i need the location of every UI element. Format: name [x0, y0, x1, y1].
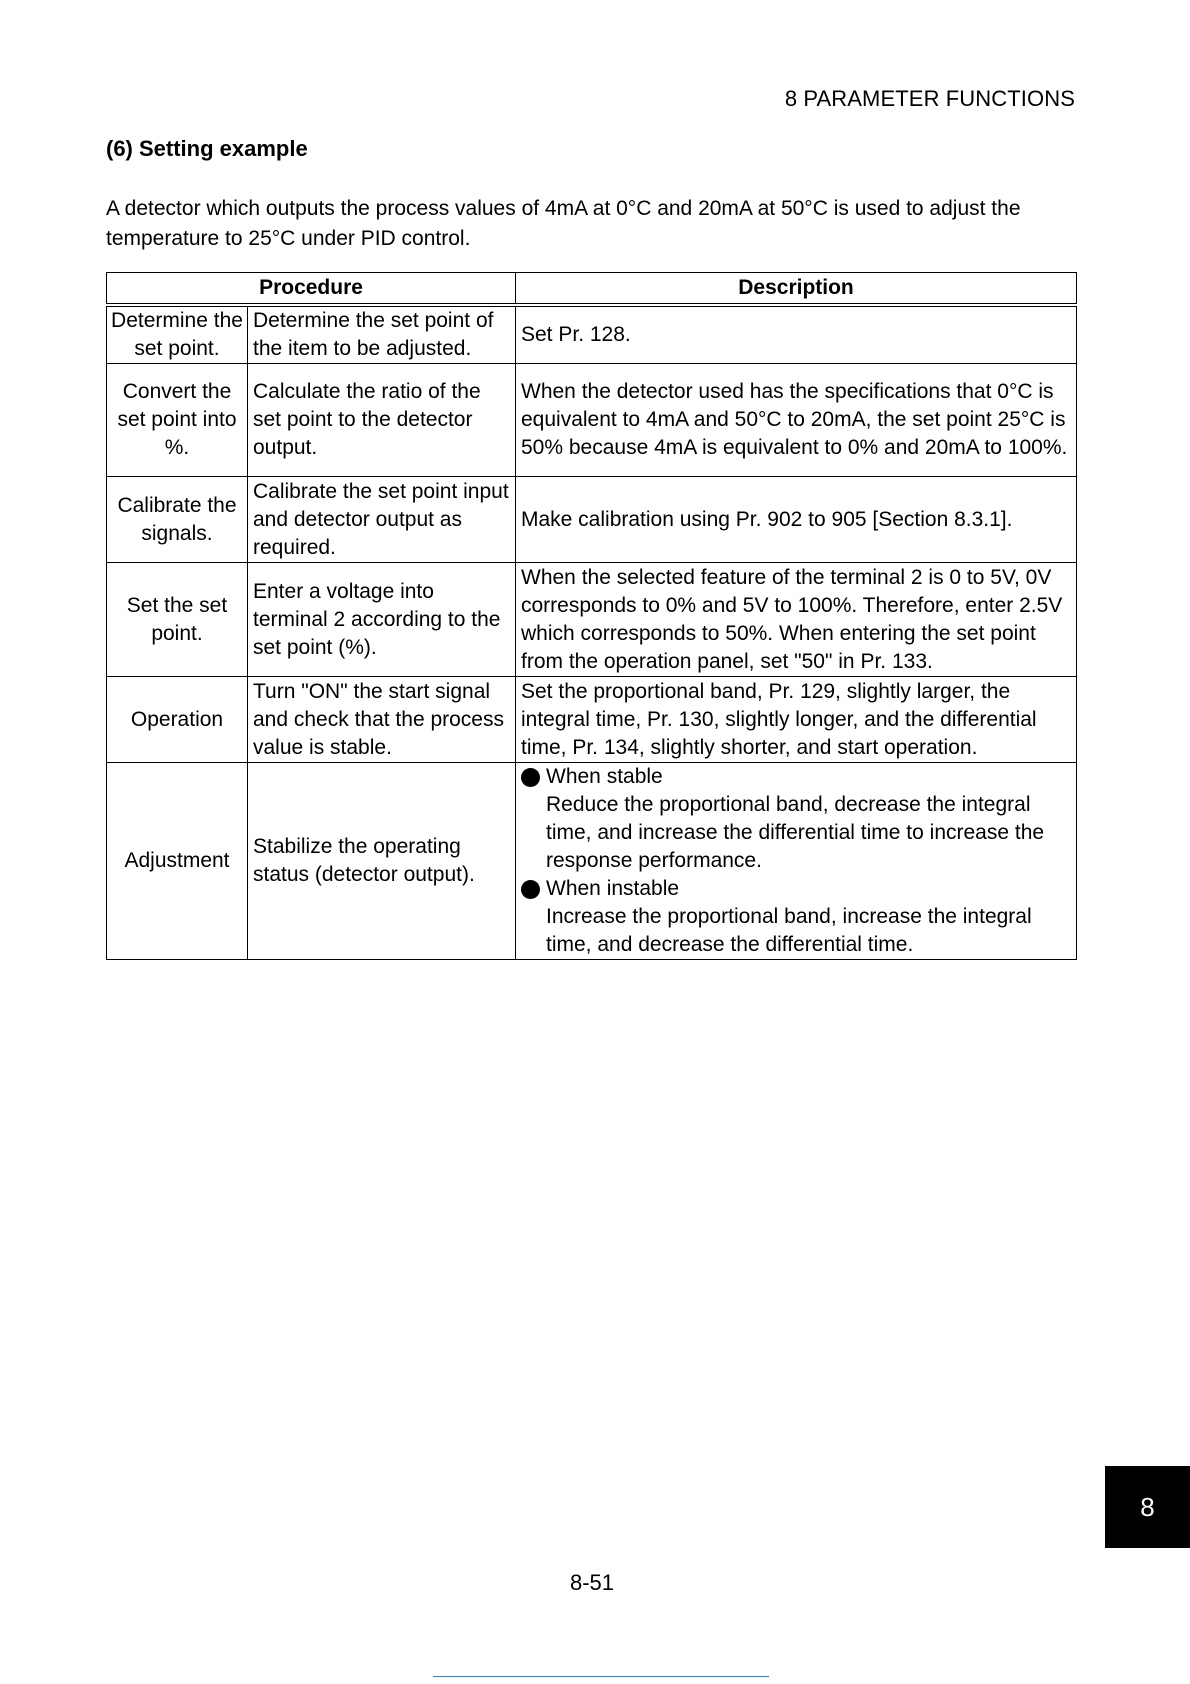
intro-paragraph: A detector which outputs the process values of 4mA at 0°C and 20mA at 50°C is used to adjust the temperature to 25°C under PID control.	[106, 197, 1021, 250]
procedure-table	[106, 272, 1077, 960]
description-cell	[516, 763, 1077, 960]
step-cell: Adjustment	[107, 763, 248, 960]
table-row-adjustment	[107, 763, 1077, 960]
table-row	[107, 563, 1077, 677]
chapter-tab-label: 8	[1140, 1491, 1155, 1522]
instable-text: Increase the proportional band, increase the integral time, and decrease the differential time.	[546, 905, 1032, 956]
description-cell: Make calibration using Pr. 902 to 905 [Section 8.3.1].	[516, 477, 1077, 563]
action-cell: Stabilize the operating status (detector output).	[248, 763, 516, 960]
description-cell: When the selected feature of the terminal 2 is 0 to 5V, 0V corresponds to 0% and 5V to 100%. Therefore, enter 2.5V which corresponds to 50%. When entering the set point from the operation panel, set "50" in Pr. 133.	[516, 563, 1077, 677]
table-row	[107, 677, 1077, 763]
bullet-circle-icon	[521, 768, 540, 787]
chapter-header: 8 PARAMETER FUNCTIONS	[784, 86, 1075, 111]
action-cell: Turn "ON" the start signal and check that the process value is stable.	[248, 677, 516, 763]
section-title: (6) Setting example	[106, 136, 308, 161]
step-cell: Convert the set point into %.	[107, 364, 248, 477]
action-cell: Determine the set point of the item to be adjusted.	[248, 305, 516, 364]
action-cell: Calibrate the set point input and detector output as required.	[248, 477, 516, 563]
step-cell: Operation	[107, 677, 248, 763]
bullet-circle-icon	[521, 880, 540, 899]
description-header: Description	[516, 273, 1077, 306]
description-cell: When the detector used has the specifications that 0°C is equivalent to 4mA and 50°C to 20mA, the set point 25°C is 50% because 4mA is equivalent to 0% and 20mA to 100%.	[516, 364, 1077, 477]
procedure-header: Procedure	[107, 273, 516, 306]
description-cell: Set the proportional band, Pr. 129, slightly larger, the integral time, Pr. 130, slightly longer, and the differential time, Pr. 134, slightly shorter, and start operation.	[516, 677, 1077, 763]
table-header-row	[107, 273, 1077, 306]
page-number: 8-51	[569, 1570, 615, 1595]
step-cell: Set the set point.	[107, 563, 248, 677]
action-cell: Enter a voltage into terminal 2 according to the set point (%).	[248, 563, 516, 677]
stable-heading-line	[521, 763, 1071, 791]
action-cell: Calculate the ratio of the set point to the detector output.	[248, 364, 516, 477]
step-cell: Calibrate the signals.	[107, 477, 248, 563]
step-cell: Determine the set point.	[107, 305, 248, 364]
table-row	[107, 305, 1077, 364]
table-row	[107, 477, 1077, 563]
chapter-tab	[1105, 1466, 1190, 1548]
table-row	[107, 364, 1077, 477]
instable-heading-line	[521, 875, 1071, 903]
footer-divider	[433, 1676, 769, 1677]
stable-heading: When stable	[546, 765, 663, 788]
stable-text: Reduce the proportional band, decrease the integral time, and increase the differential time to increase the response performance.	[546, 793, 1045, 872]
description-cell: Set Pr. 128.	[516, 305, 1077, 364]
instable-heading: When instable	[546, 877, 680, 900]
